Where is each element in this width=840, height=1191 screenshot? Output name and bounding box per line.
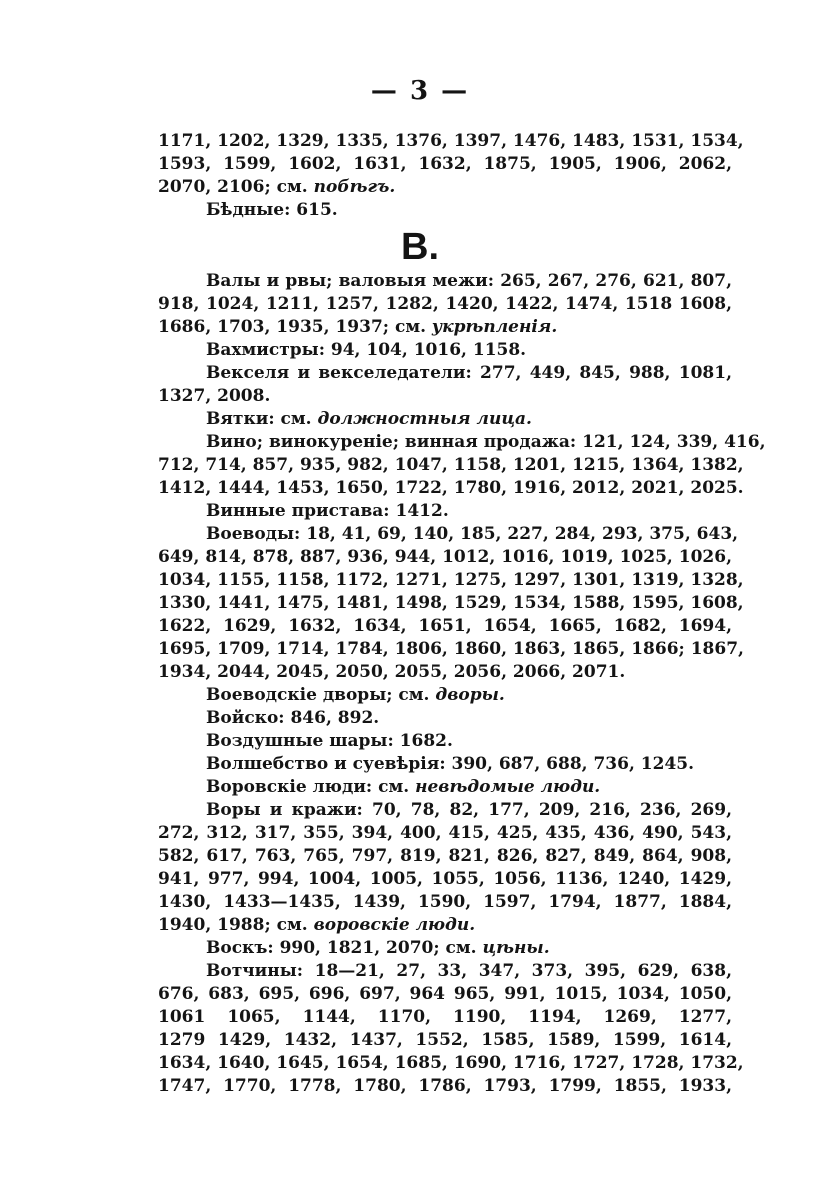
index-line: 649, 814, 878, 887, 936, 944, 1012, 1016, 1019, 1025, 1026, bbox=[158, 547, 732, 567]
page-number: — 3 — bbox=[370, 76, 470, 106]
index-entry-heading: Вахмистры: 94, 104, 1016, 1158. bbox=[206, 340, 527, 360]
index-entry-heading: Валы и рвы; валовыя межи: 265, 267, 276, 621, 807, bbox=[206, 271, 732, 291]
index-entry-heading: Бѣдные: 615. bbox=[206, 200, 338, 220]
index-line: 1430, 1433—1435, 1439, 1590, 1597, 1794, 1877, 1884, bbox=[158, 892, 732, 912]
index-line: 1934, 2044, 2045, 2050, 2055, 2056, 2066, 2071. bbox=[158, 662, 626, 682]
cross-reference: воровскіе люди. bbox=[313, 915, 476, 935]
index-line: 1593, 1599, 1602, 1631, 1632, 1875, 1905, 1906, 2062, bbox=[158, 154, 732, 174]
index-line: 2070, 2106; см. побѣгъ. bbox=[158, 177, 396, 197]
index-line: 1686, 1703, 1935, 1937; см. укрѣпленія. bbox=[158, 317, 558, 337]
index-entry-heading: Воскъ: 990, 1821, 2070; см. цѣны. bbox=[206, 938, 550, 958]
index-entry-heading: Воздушные шары: 1682. bbox=[206, 731, 453, 751]
cross-reference: невѣдомые люди. bbox=[415, 777, 601, 797]
index-entry-heading: Вотчины: 18—21, 27, 33, 347, 373, 395, 629, 638, bbox=[206, 961, 732, 981]
index-line: 941, 977, 994, 1004, 1005, 1055, 1056, 1136, 1240, 1429, bbox=[158, 869, 732, 889]
cross-reference: укрѣпленія. bbox=[431, 317, 558, 337]
index-line: 676, 683, 695, 696, 697, 964 965, 991, 1015, 1034, 1050, bbox=[158, 984, 732, 1004]
index-entry-heading: Воровскіе люди: см. невѣдомые люди. bbox=[206, 777, 601, 797]
index-entry-heading: Воры и кражи: 70, 78, 82, 177, 209, 216, 236, 269, bbox=[206, 800, 732, 820]
section-heading: В. bbox=[401, 226, 439, 268]
index-entry-heading: Винные пристава: 1412. bbox=[206, 501, 449, 521]
index-line: 1747, 1770, 1778, 1780, 1786, 1793, 1799, 1855, 1933, bbox=[158, 1076, 732, 1096]
index-line: 1171, 1202, 1329, 1335, 1376, 1397, 1476, 1483, 1531, 1534, bbox=[158, 131, 744, 151]
index-line: 1695, 1709, 1714, 1784, 1806, 1860, 1863, 1865, 1866; 1867, bbox=[158, 639, 744, 659]
index-line: 918, 1024, 1211, 1257, 1282, 1420, 1422, 1474, 1518 1608, bbox=[158, 294, 732, 314]
index-entry-heading: Воеводы: 18, 41, 69, 140, 185, 227, 284, 293, 375, 643, bbox=[206, 524, 739, 544]
cross-reference: цѣны. bbox=[482, 938, 550, 958]
index-line: 272, 312, 317, 355, 394, 400, 415, 425, 435, 436, 490, 543, bbox=[158, 823, 732, 843]
index-entry-heading: Воеводскіе дворы; см. дворы. bbox=[206, 685, 505, 705]
index-line: 1327, 2008. bbox=[158, 386, 271, 406]
index-entry-heading: Войско: 846, 892. bbox=[206, 708, 380, 728]
index-entry-heading: Вино; винокуреніе; винная продажа: 121, 124, 339, 416, bbox=[206, 432, 766, 452]
cross-reference: побѣгъ. bbox=[313, 177, 396, 197]
cross-reference: должностныя лица. bbox=[317, 409, 532, 429]
index-line: 582, 617, 763, 765, 797, 819, 821, 826, 827, 849, 864, 908, bbox=[158, 846, 732, 866]
index-line: 1940, 1988; см. воровскіе люди. bbox=[158, 915, 476, 935]
index-line: 712, 714, 857, 935, 982, 1047, 1158, 1201, 1215, 1364, 1382, bbox=[158, 455, 744, 475]
index-line: 1061 1065, 1144, 1170, 1190, 1194, 1269, 1277, bbox=[158, 1007, 732, 1027]
index-entry-heading: Вятки: см. должностныя лица. bbox=[206, 409, 532, 429]
index-line: 1330, 1441, 1475, 1481, 1498, 1529, 1534, 1588, 1595, 1608, bbox=[158, 593, 744, 613]
index-line: 1622, 1629, 1632, 1634, 1651, 1654, 1665, 1682, 1694, bbox=[158, 616, 732, 636]
index-entry-heading: Волшебство и суевѣрія: 390, 687, 688, 736, 1245. bbox=[206, 754, 695, 774]
index-line: 1634, 1640, 1645, 1654, 1685, 1690, 1716, 1727, 1728, 1732, bbox=[158, 1053, 744, 1073]
cross-reference: дворы. bbox=[435, 685, 505, 705]
index-line: 1034, 1155, 1158, 1172, 1271, 1275, 1297, 1301, 1319, 1328, bbox=[158, 570, 744, 590]
index-entry-heading: Векселя и векселедатели: 277, 449, 845, 988, 1081, bbox=[206, 363, 732, 383]
index-line: 1412, 1444, 1453, 1650, 1722, 1780, 1916, 2012, 2021, 2025. bbox=[158, 478, 744, 498]
index-line: 1279 1429, 1432, 1437, 1552, 1585, 1589, 1599, 1614, bbox=[158, 1030, 732, 1050]
